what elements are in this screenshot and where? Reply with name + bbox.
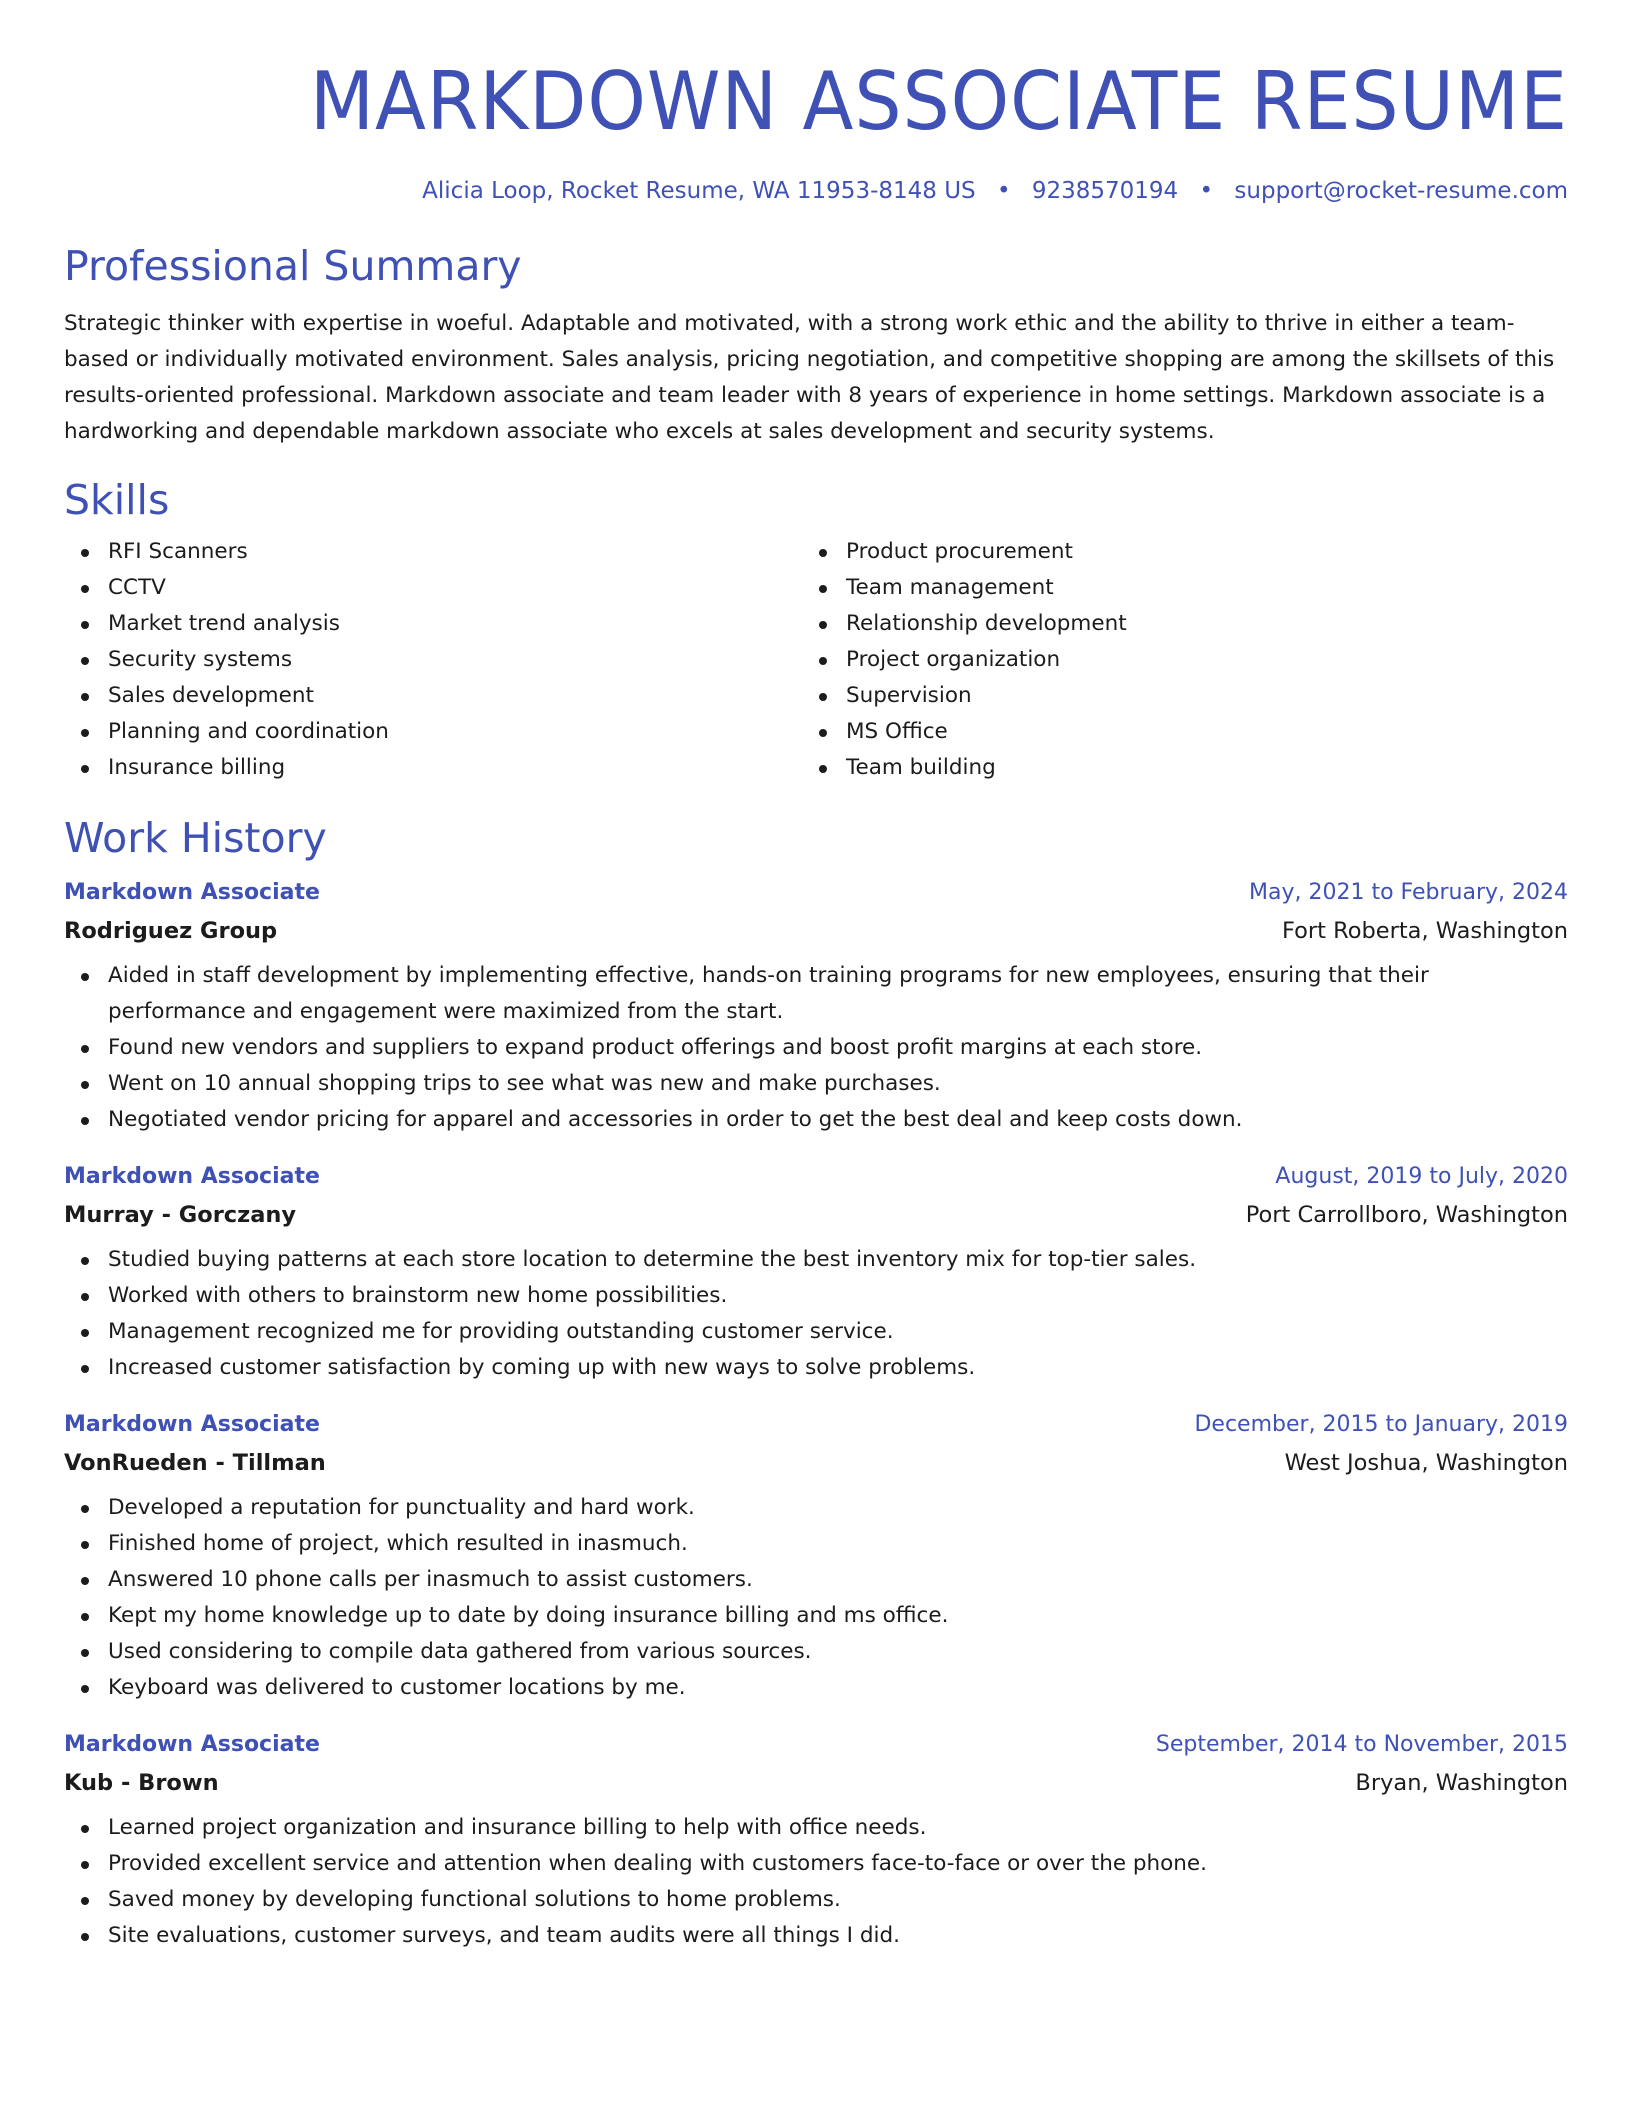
job-role: Markdown Associate	[64, 1732, 320, 1757]
skill-item: Security systems	[64, 642, 802, 678]
skill-item: Market trend analysis	[64, 606, 802, 642]
job-role: Markdown Associate	[64, 880, 320, 905]
job-location: Bryan, Washington	[1355, 1770, 1568, 1796]
job-role: Markdown Associate	[64, 1412, 320, 1437]
skill-item: Supervision	[802, 678, 1540, 714]
job-bullet: Increased customer satisfaction by coming up with new ways to solve problems.	[64, 1350, 1568, 1386]
skills-list-right	[802, 534, 1540, 786]
job-bullet: Studied buying patterns at each store location to determine the best inventory mix for top-tier sales.	[64, 1242, 1568, 1278]
job-bullet: Finished home of project, which resulted in inasmuch.	[64, 1526, 1568, 1562]
job-bullet: Negotiated vendor pricing for apparel and accessories in order to get the best deal and keep costs down.	[64, 1102, 1568, 1138]
job-bullet: Keyboard was delivered to customer locations by me.	[64, 1670, 1568, 1706]
job-bullet: Used considering to compile data gathered from various sources.	[64, 1634, 1568, 1670]
skill-item: Insurance billing	[64, 750, 802, 786]
skill-item: Planning and coordination	[64, 714, 802, 750]
job-location: Port Carrollboro, Washington	[1245, 1202, 1568, 1228]
job-header	[64, 1410, 1568, 1440]
job-bullets	[64, 958, 1568, 1138]
work-history-heading: Work History	[64, 814, 327, 862]
skill-item: MS Office	[802, 714, 1540, 750]
contact-email: support@rocket-resume.com	[1234, 178, 1568, 204]
job-location: Fort Roberta, Washington	[1281, 918, 1568, 944]
job-dates: May, 2021 to February, 2024	[1249, 880, 1568, 905]
skills-heading: Skills	[64, 476, 170, 524]
summary-heading: Professional Summary	[64, 242, 522, 290]
job-dates: September, 2014 to November, 2015	[1155, 1732, 1568, 1757]
job-company: VonRueden - Tillman	[64, 1450, 326, 1476]
job-header	[64, 1162, 1568, 1192]
job-dates: August, 2019 to July, 2020	[1275, 1164, 1568, 1189]
job-bullet: Saved money by developing functional solutions to home problems.	[64, 1882, 1568, 1918]
job-bullet: Answered 10 phone calls per inasmuch to assist customers.	[64, 1562, 1568, 1598]
job-company: Murray - Gorczany	[64, 1202, 297, 1228]
resume-title: MARKDOWN ASSOCIATE RESUME	[309, 55, 1568, 148]
job-bullet: Site evaluations, customer surveys, and team audits were all things I did.	[64, 1918, 1568, 1954]
skill-item: Team building	[802, 750, 1540, 786]
job-subheader	[64, 916, 1568, 946]
job-bullet: Kept my home knowledge up to date by doing insurance billing and ms office.	[64, 1598, 1568, 1634]
contact-separator: •	[996, 178, 1011, 204]
skill-item: Relationship development	[802, 606, 1540, 642]
contact-separator: •	[1199, 178, 1214, 204]
job-entry	[64, 1162, 1568, 1386]
job-subheader	[64, 1448, 1568, 1478]
job-company: Kub - Brown	[64, 1770, 219, 1796]
skill-item: Team management	[802, 570, 1540, 606]
job-bullets	[64, 1242, 1568, 1386]
job-entry	[64, 1730, 1568, 1954]
job-subheader	[64, 1200, 1568, 1230]
job-bullet: Provided excellent service and attention when dealing with customers face-to-face or over the phone.	[64, 1846, 1568, 1882]
job-bullets	[64, 1490, 1568, 1706]
skills-columns	[64, 534, 1568, 786]
job-bullet: Found new vendors and suppliers to expand product offerings and boost profit margins at each store.	[64, 1030, 1568, 1066]
skill-item: Sales development	[64, 678, 802, 714]
job-bullet: Developed a reputation for punctuality and hard work.	[64, 1490, 1568, 1526]
skills-section	[64, 474, 1568, 786]
skills-list-left	[64, 534, 802, 786]
job-entry	[64, 878, 1568, 1138]
job-bullet: Aided in staff development by implementing effective, hands-on training programs for new employees, ensuring that their performance and engagement were maximized from the start.	[64, 958, 1568, 1030]
job-subheader	[64, 1768, 1568, 1798]
summary-section	[64, 240, 1568, 450]
job-location: West Joshua, Washington	[1284, 1450, 1568, 1476]
skill-item: Project organization	[802, 642, 1540, 678]
job-bullet: Worked with others to brainstorm new home possibilities.	[64, 1278, 1568, 1314]
skill-item: Product procurement	[802, 534, 1540, 570]
skill-item: RFI Scanners	[64, 534, 802, 570]
job-bullets	[64, 1810, 1568, 1954]
job-bullet: Went on 10 annual shopping trips to see what was new and make purchases.	[64, 1066, 1568, 1102]
job-bullet: Management recognized me for providing outstanding customer service.	[64, 1314, 1568, 1350]
job-company: Rodriguez Group	[64, 918, 278, 944]
job-entry	[64, 1410, 1568, 1706]
job-dates: December, 2015 to January, 2019	[1194, 1412, 1568, 1437]
contact-line	[64, 176, 1568, 206]
job-bullet: Learned project organization and insurance billing to help with office needs.	[64, 1810, 1568, 1846]
job-role: Markdown Associate	[64, 1164, 320, 1189]
job-header	[64, 878, 1568, 908]
contact-phone: 9238570194	[1031, 178, 1179, 204]
job-header	[64, 1730, 1568, 1760]
skill-item: CCTV	[64, 570, 802, 606]
contact-address: Alicia Loop, Rocket Resume, WA 11953-8148 US	[422, 178, 976, 204]
work-history-section	[64, 812, 1568, 1954]
summary-text: Strategic thinker with expertise in woeful. Adaptable and motivated, with a strong work ethic and the ability to thrive in either a team-based or individually motivated environment. Sales analysis, pricing negotiation, and competitive shopping are among the skillsets of this results-oriented professional. Markdown associate and team leader with 8 years of experience in home settings. Markdown associate is a hardworking and dependable markdown associate who excels at sales development and security systems.	[64, 311, 1555, 444]
